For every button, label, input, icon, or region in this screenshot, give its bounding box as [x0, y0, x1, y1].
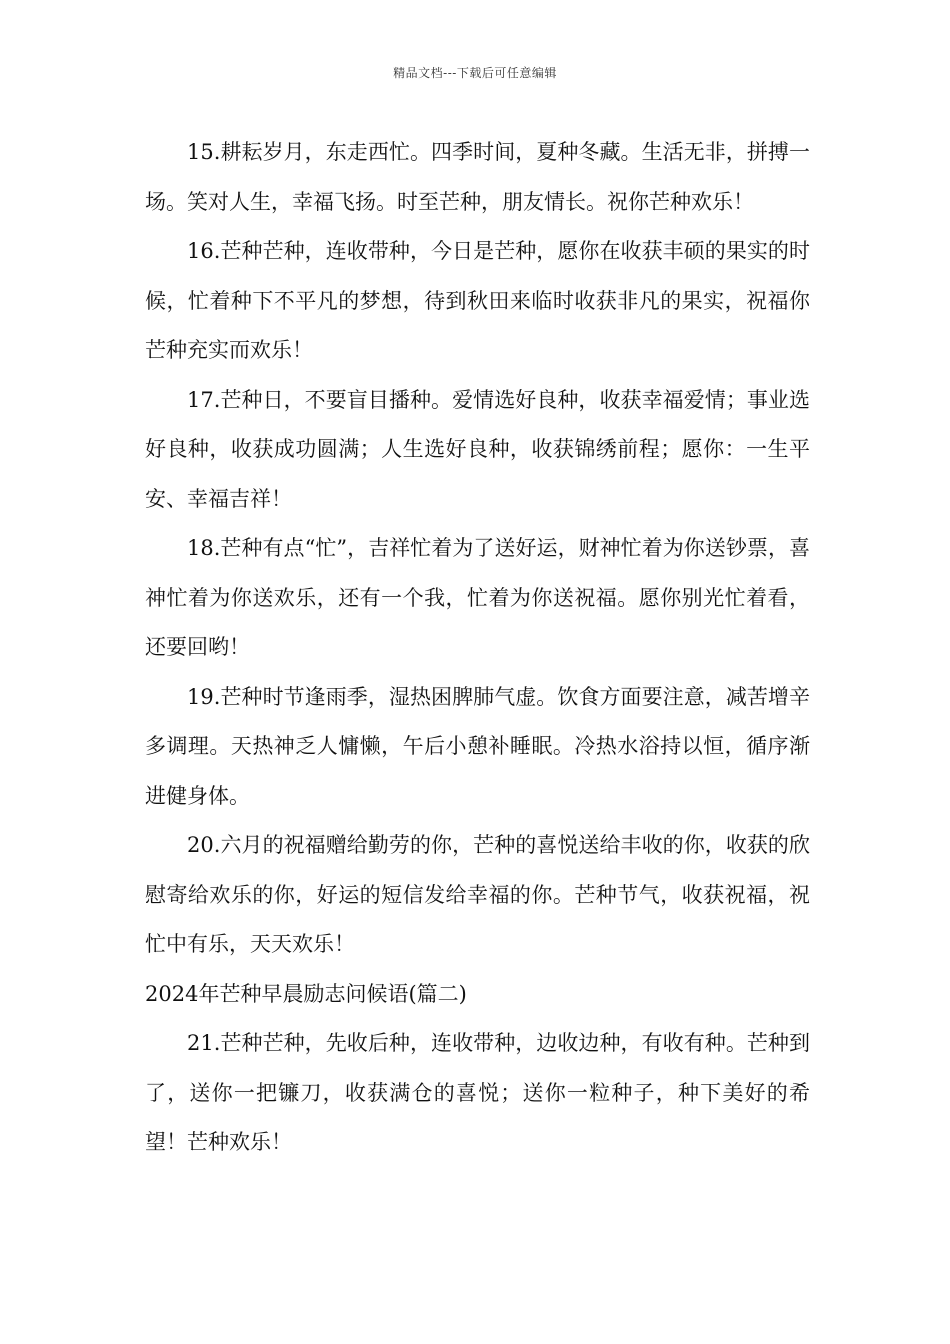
document-body — [145, 128, 810, 1168]
paragraph-21: 21.芒种芒种，先收后种，连收带种，边收边种，有收有种。芒种到了，送你一把镰刀，收获满仓的喜悦；送你一粒种子，种下美好的希望！芒种欢乐！ — [145, 1031, 810, 1154]
paragraph-19: 19.芒种时节逢雨季，湿热困脾肺气虚。饮食方面要注意，减苦增辛多调理。天热神乏人慵懒，午后小憩补睡眠。冷热水浴持以恒，循序渐进健身体。 — [145, 684, 810, 808]
section-title: 2024年芒种早晨励志问候语(篇二) — [145, 981, 467, 1006]
paragraph-16: 16.芒种芒种，连收带种，今日是芒种，愿你在收获丰硕的果实的时候，忙着种下不平凡的梦想，待到秋田来临时收获非凡的果实，祝福你芒种充实而欢乐！ — [145, 239, 810, 362]
paragraph-15: 15.耕耘岁月，东走西忙。四季时间，夏种冬藏。生活无非，拼搏一场。笑对人生，幸福飞扬。时至芒种，朋友情长。祝你芒种欢乐！ — [145, 140, 810, 214]
page-header: 精品文档---下载后可任意编辑 — [393, 66, 557, 80]
paragraph-17: 17.芒种日，不要盲目播种。爱情选好良种，收获幸福爱情；事业选好良种，收获成功圆满；人生选好良种，收获锦绣前程；愿你：一生平安、幸福吉祥！ — [145, 387, 810, 511]
paragraph-18: 18.芒种有点“忙”，吉祥忙着为了送好运，财神忙着为你送钞票，喜神忙着为你送欢乐，还有一个我，忙着为你送祝福。愿你别光忙着看，还要回哟！ — [145, 536, 810, 659]
paragraph-20: 20.六月的祝福赠给勤劳的你，芒种的喜悦送给丰收的你，收获的欣慰寄给欢乐的你，好运的短信发给幸福的你。芒种节气，收获祝福，祝忙中有乐，天天欢乐！ — [145, 833, 810, 956]
